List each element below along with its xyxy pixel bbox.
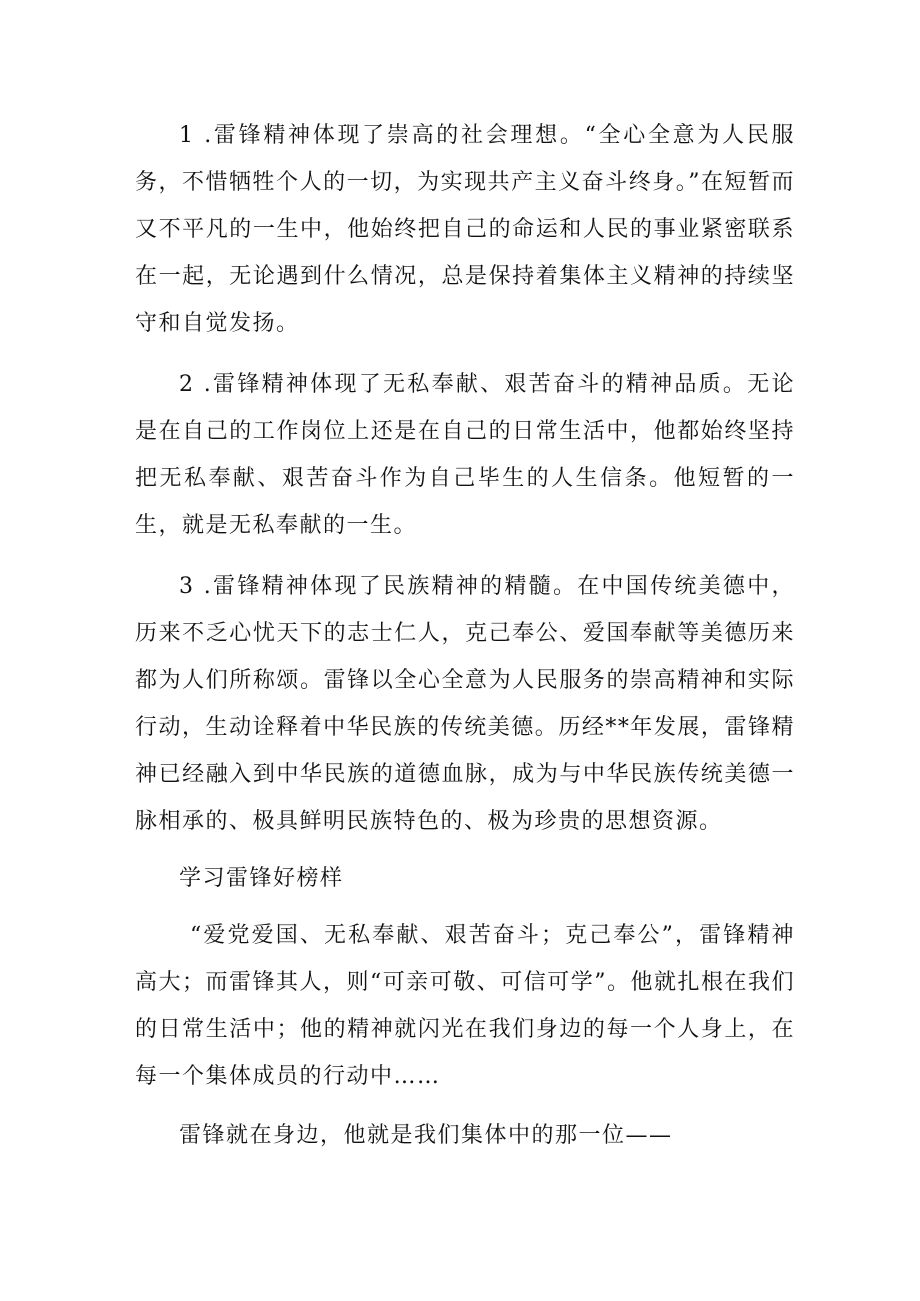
paragraph-2: 2 .雷锋精神体现了无私奉献、艰苦奋斗的精神品质。无论是在自己的工作岗位上还是在自己的日常生活中，他都始终坚持把无私奉献、艰苦奋斗作为自己毕生的人生信条。他短暂的一生，就是无私奉献的一生。 bbox=[135, 372, 795, 538]
paragraph-1: 1 .雷锋精神体现了崇高的社会理想。“全心全意为人民服务，不惜牺牲个人的一切，为实现共产主义奋斗终身。”在短暂而又不平凡的一生中，他始终把自己的命运和人民的事业紧密联系在一起，无论遇到什么情况，总是保持着集体主义精神的持续坚守和自觉发扬。 bbox=[135, 123, 795, 336]
paragraph-3: 3 .雷锋精神体现了民族精神的精髓。在中国传统美德中，历来不乏心忧天下的志士仁人，克己奉公、爱国奉献等美德历来都为人们所称颂。雷锋以全心全意为人民服务的崇高精神和实际行动，生动诠释着中华民族的传统美德。历经**年发展，雷锋精神已经融入到中华民族的道德血脉，成为与中华民族传统美德一脉相承的、极具鲜明民族特色的、极为珍贵的思想资源。 bbox=[135, 574, 795, 834]
closing-line: 雷锋就在身边，他就是我们集体中的那一位—— bbox=[179, 1123, 673, 1148]
section-heading: 学习雷锋好榜样 bbox=[179, 866, 344, 891]
quote-paragraph: “爱党爱国、无私奉献、艰苦奋斗；克己奉公”，雷锋精神高大；而雷锋其人，则“可亲可敬、可信可学”。他就扎根在我们的日常生活中；他的精神就闪光在我们身边的每一个人身上，在每一个集体成员的行动中…… bbox=[135, 923, 795, 1089]
document-page bbox=[135, 112, 795, 1159]
